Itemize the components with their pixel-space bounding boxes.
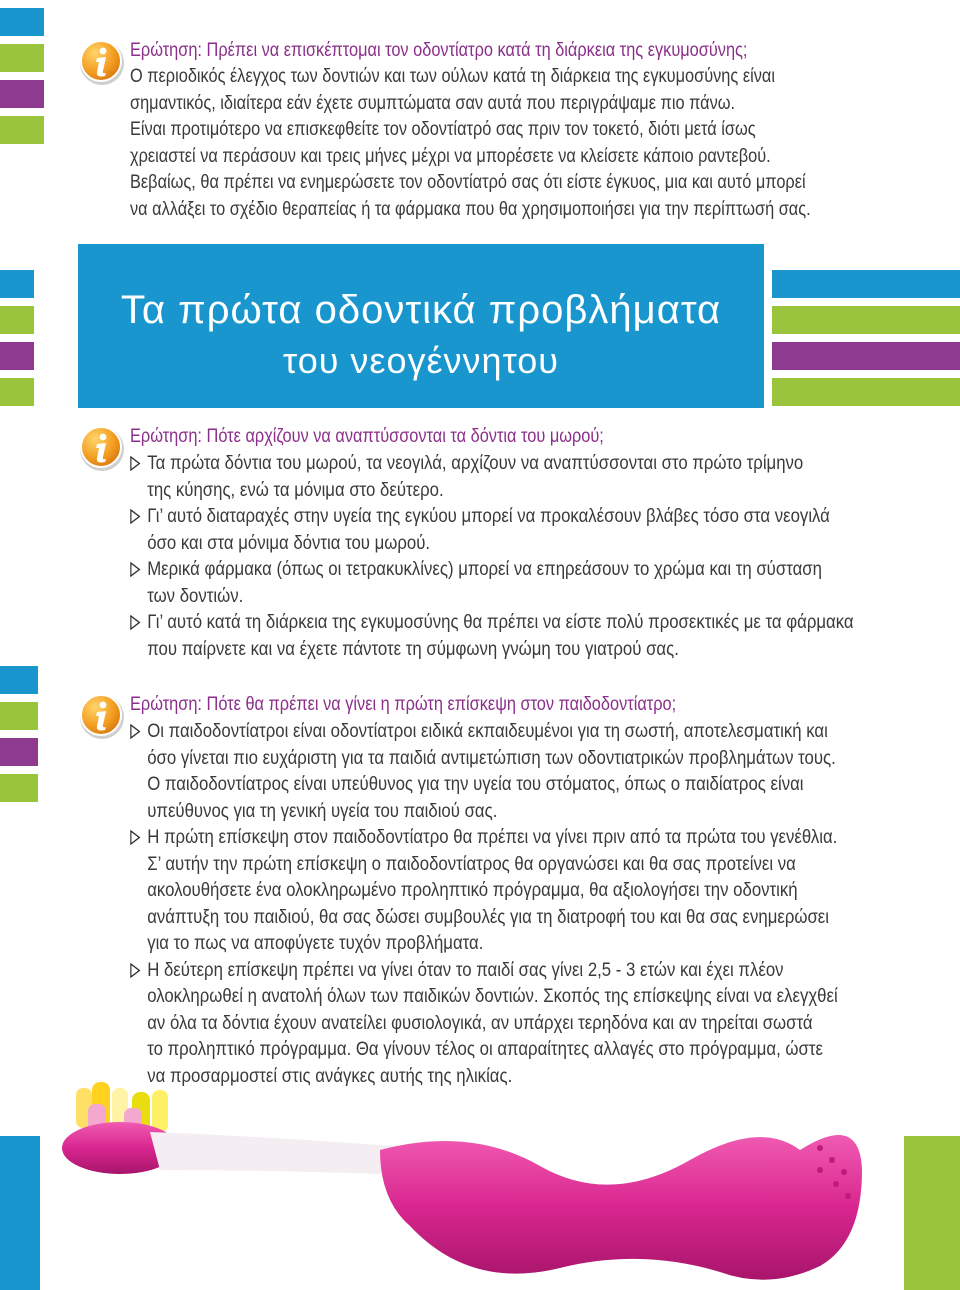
paragraph-line: Βεβαίως, θα πρέπει να ενημερώσετε τον οδοντίατρό σας ότι είστε έγκυος, μια και αυτό μπορεί	[130, 172, 806, 193]
list-item	[130, 556, 935, 609]
outline-triangle-bullet-icon	[130, 456, 140, 471]
list-item-line: όσο και στα μόνιμα δόντια του μωρού.	[147, 531, 431, 554]
list-item	[130, 609, 935, 662]
list-item-line: Η δεύτερη επίσκεψη πρέπει να γίνει όταν το παιδί σας γίνει 2,5 - 3 ετών και έχει πλέον	[147, 958, 784, 981]
question-heading: Ερώτηση: Πότε θα πρέπει να γίνει η πρώτη επίσκεψη στον παιδοδοντίατρο;	[130, 694, 677, 715]
list-item	[130, 503, 935, 556]
list-item-line: των δοντιών.	[147, 584, 244, 607]
bottom-right-green-block	[904, 1136, 960, 1290]
list-item-line: υπεύθυνος για τη γενική υγεία του παιδιού σας.	[147, 799, 498, 822]
bullet-list	[130, 450, 920, 662]
banner-title-line2: του νεογέννητου	[283, 340, 559, 381]
list-item-line: για το πως να αποφύγετε τυχόν προβλήματα.	[147, 932, 484, 954]
paragraph-line: να αλλάξει το σχέδιο θεραπείας ή τα φάρμακα που θα χρησιμοποιήσει για την περίπτωσή σας.	[130, 198, 811, 220]
list-item-line: αν όλα τα δόντια έχουν ανατείλει φυσιολογικά, αν υπάρχει τερηδόνα και αν τηρείται σωστά	[147, 1011, 813, 1034]
list-item-line: Γι’ αυτό κατά τη διάρκεια της εγκυμοσύνης θα πρέπει να είστε πολύ προσεκτικές με τα φάρμακα	[147, 611, 854, 633]
section-baby-teeth-development	[78, 424, 920, 662]
list-item-line: όσο γίνεται πιο ευχάριστη για τα παιδιά αντιμετώπιση των οδοντιατρικών προβλημάτων τους.	[147, 746, 836, 769]
section-dentist-pregnancy	[78, 38, 920, 223]
list-item-line: Γι’ αυτό διαταραχές στην υγεία της εγκύου μπορεί να προκαλέσουν βλάβες τόσο στα νεογιλά	[147, 505, 830, 527]
list-item-line: Η πρώτη επίσκεψη στον παιδοδοντίατρο θα πρέπει να γίνει πριν από τα πρώτα του γενέθλια.	[147, 826, 838, 848]
outline-triangle-bullet-icon	[130, 724, 140, 739]
list-item-line: Οι παιδοδοντίατροι είναι οδοντίατροι ειδικά εκπαιδευμένοι για τη σωστή, αποτελεσματική και	[147, 720, 828, 742]
outline-triangle-bullet-icon	[130, 509, 140, 524]
paragraph-line: Είναι προτιμότερο να επισκεφθείτε τον οδοντίατρό σας πριν τον τοκετό, διότι μετά ίσως	[130, 119, 756, 140]
question-heading: Ερώτηση: Πρέπει να επισκέπτομαι τον οδοντίατρο κατά τη διάρκεια της εγκυμοσύνης;	[130, 40, 748, 61]
paragraph-line: Ο περιοδικός έλεγχος των δοντιών και των ούλων κατά τη διάρκεια της εγκυμοσύνης είναι	[130, 66, 775, 87]
info-badge-icon	[78, 38, 126, 86]
info-badge-icon	[78, 692, 126, 740]
list-item-line: Σ’ αυτήν την πρώτη επίσκεψη ο παιδοδοντίατρος θα οργανώσει και θα σας προτείνει να	[147, 852, 796, 875]
list-item-line: Ο παιδοδοντίατρος είναι υπεύθυνος για την υγεία του στόματος, όπως ο παιδίατρος είναι	[147, 773, 804, 795]
info-badge-icon	[78, 424, 126, 472]
paragraph-line: χρειαστεί να περάσουν και τρεις μήνες μέχρι να μπορέσετε να κλείσετε κάποιο ραντεβού.	[130, 145, 771, 167]
outline-triangle-bullet-icon	[130, 830, 140, 845]
bottom-left-blue-block	[0, 1136, 40, 1290]
list-item-line: ανάπτυξη του παιδιού, θα σας δώσει συμβουλές για τη διατροφή του και θα σας ενημερώσει	[147, 905, 830, 928]
outline-triangle-bullet-icon	[130, 562, 140, 577]
list-item	[130, 450, 935, 503]
section-first-pediatric-dentist-visit	[78, 692, 920, 1089]
title-banner	[78, 244, 764, 408]
list-item-line: το προληπτικό πρόγραμμα. Θα γίνουν τέλος οι απαραίτητες αλλαγές στο πρόγραμμα, ώστε	[147, 1038, 823, 1060]
banner-title-line1: Τα πρώτα οδοντικά προβλήματα	[120, 288, 722, 332]
outline-triangle-bullet-icon	[130, 615, 140, 630]
list-item	[130, 718, 935, 824]
list-item-line: Τα πρώτα δόντια του μωρού, τα νεογιλά, αρχίζουν να αναπτύσσονται στο πρώτο τρίμηνο	[147, 452, 804, 474]
list-item-line: που παίρνετε και να έχετε πάντοτε τη σύμφωνη γνώμη του γιατρού σας.	[147, 637, 679, 660]
paragraph-line: σημαντικός, ιδιαίτερα εάν έχετε συμπτώματα σαν αυτά που περιγράψαμε πιο πάνω.	[130, 92, 736, 114]
list-item	[130, 824, 935, 957]
toothbrush-handle	[380, 1135, 862, 1280]
list-item-line: ολοκληρωθεί η ανατολή όλων των παιδικών δοντιών. Σκοπός της επίσκεψης είναι να ελεγχθεί	[147, 985, 838, 1007]
list-item-line: της κύησης, ενώ τα μόνιμα στο δεύτερο.	[147, 478, 444, 501]
bullet-list	[130, 718, 920, 1089]
list-item-line: να προσαρμοστεί στις ανάγκες αυτής της ηλικίας.	[147, 1064, 513, 1087]
list-item-line: Μερικά φάρμακα (όπως οι τετρακυκλίνες) μπορεί να επηρεάσουν το χρώμα και τη σύσταση	[147, 558, 822, 580]
outline-triangle-bullet-icon	[130, 963, 140, 978]
question-heading: Ερώτηση: Πότε αρχίζουν να αναπτύσσονται τα δόντια του μωρού;	[130, 426, 604, 447]
list-item	[130, 957, 935, 1090]
list-item-line: ακολουθήσετε ένα ολοκληρωμένο προληπτικό πρόγραμμα, θα αξιολογήσει την οδοντική	[147, 879, 798, 901]
